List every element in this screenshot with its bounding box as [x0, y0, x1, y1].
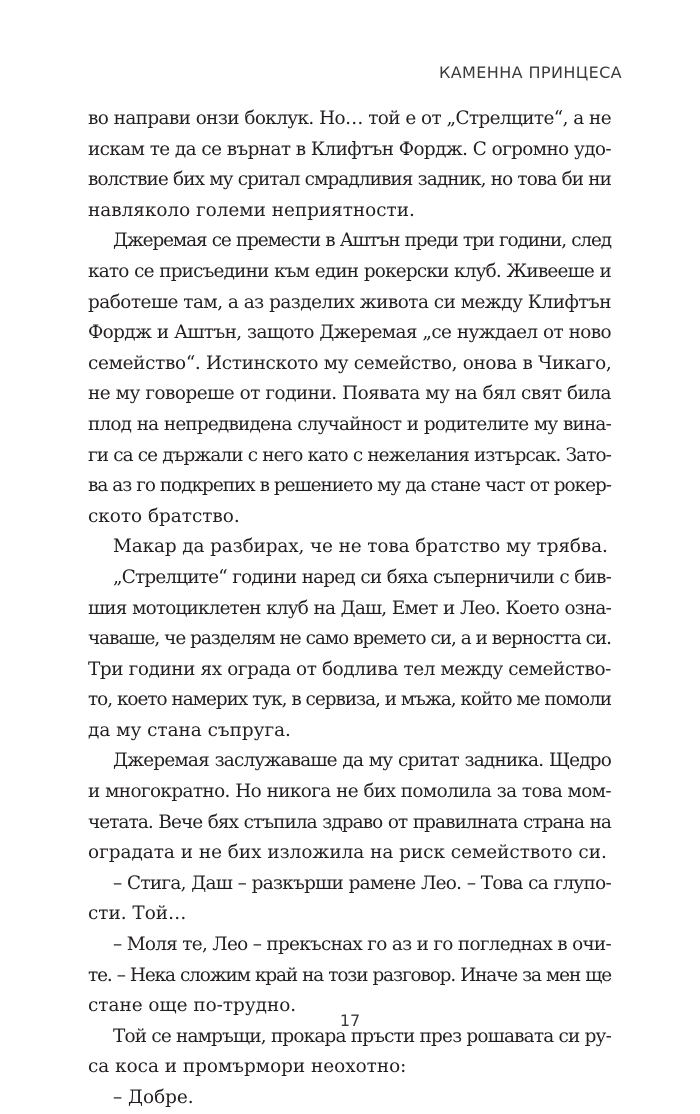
- text-line: Джеремая се премести в Аштън преди три години, след: [113, 230, 611, 252]
- text-line: като се присъедини към един рокерски клуб. Живееше и: [88, 260, 611, 282]
- text-line: волствие бих му сритал смрадливия задник, но това би ни: [88, 169, 611, 191]
- text-line: ското братство.: [88, 505, 240, 527]
- running-head-title: КАМЕННА ПРИНЦЕСА: [438, 63, 622, 82]
- text-line: плод на непредвидена случайност и родителите му вина-: [88, 413, 611, 435]
- text-line: семейство“. Истинското му семейство, онова в Чикаго,: [88, 352, 612, 374]
- text-line: навляколо големи неприятности.: [88, 199, 415, 221]
- text-line: чаваше, че разделям не само времето си, а и верността си.: [88, 628, 611, 650]
- text-line: – Добре.: [113, 1087, 194, 1108]
- text-line: ва аз го подкрепих в решението му да стане част от рокер-: [88, 475, 611, 497]
- text-line: четата. Вече бях стъпила здраво от правилната страна на: [88, 811, 611, 833]
- text-line: да му стана съпруга.: [88, 719, 291, 741]
- text-line: – Моля те, Лео – прекъснах го аз и го погледнах в очи-: [113, 934, 611, 956]
- text-line: – Стига, Даш – разкърши рамене Лео. – Това са глупо-: [113, 872, 611, 894]
- text-line: оградата и не бих изложила на риск семейството си.: [88, 842, 607, 864]
- page-number: 17: [339, 1011, 361, 1030]
- text-line: Джеремая заслужаваше да му сритат задника. Щедро: [113, 750, 611, 772]
- text-line: искам те да се върнат в Клифтън Фордж. С огромно удо-: [88, 138, 611, 160]
- text-line: ги са се държали с него като с нежелания изтърсак. Зато-: [88, 444, 611, 466]
- text-line: не му говореше от години. Появата му на бял свят била: [88, 383, 611, 405]
- text-line: те. – Нека сложим край на този разговор. Иначе за мен ще: [88, 964, 611, 986]
- text-line: шия мотоциклетен клуб на Даш, Емет и Лео. Което озна-: [88, 597, 611, 619]
- text-line: сти. Той…: [88, 903, 187, 925]
- text-line: Фордж и Аштън, защото Джеремая „се нуждаел от ново: [88, 322, 611, 344]
- text-line: Той се намръщи, прокара пръсти през рошавата си ру-: [113, 1025, 611, 1047]
- text-line: „Стрелците“ години наред си бяха съперничили с бив-: [113, 566, 611, 588]
- text-line: во направи онзи боклук. Но… той е от „Стрелците“, а не: [88, 108, 611, 129]
- text-line: Три години ях ограда от бодлива тел между семейство-: [88, 658, 611, 680]
- text-line: то, което намерих тук, в сервиза, и мъжа, който ме помоли: [88, 689, 612, 711]
- text-line: стане още по-трудно.: [88, 995, 297, 1017]
- text-line: работеше там, а аз разделих живота си между Клифтън: [88, 291, 611, 313]
- body-text: [88, 104, 611, 1114]
- text-line: и многократно. Но никога не бих помолила за това мом-: [88, 781, 611, 803]
- text-line: са коса и промърмори неохотно:: [88, 1056, 407, 1078]
- text-line: Макар да разбирах, че не това братство му трябва.: [113, 536, 608, 558]
